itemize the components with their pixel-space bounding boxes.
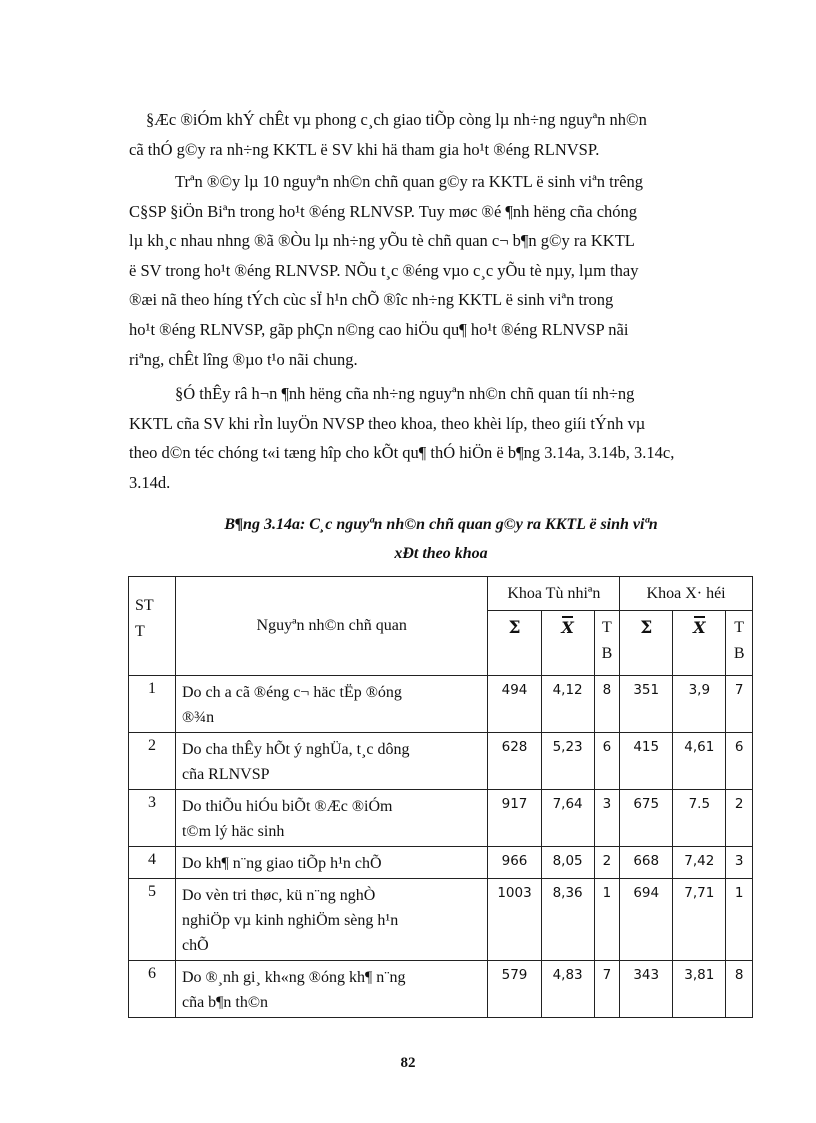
text-line: C§SP §iÖn Biªn trong ho¹t ®éng RLNVSP. Tuy møc ®é ¶nh hëng cña chóng (129, 201, 638, 221)
cell-tn-mean: 8,36 (541, 879, 594, 961)
header-sum (488, 611, 541, 676)
header-mean (673, 611, 726, 676)
text-line: 3.14d. (129, 472, 171, 492)
cell-tn-sum: 966 (488, 847, 541, 879)
table-row (129, 961, 753, 1018)
cell-xh-rank: 8 (726, 961, 753, 1018)
text-line: theo d©n téc chóng t«i tæng hîp cho kÕt qu¶ thÓ hiÖn ë b¶ng 3.14a, 3.14b, 3.14c, (129, 443, 675, 463)
table-row (129, 879, 753, 961)
cell-xh-mean: 7,42 (673, 847, 726, 879)
text-line: KKTL cña SV khi rÌn luyÖn NVSP theo khoa, theo khèi líp, theo giíi tÝnh vµ (129, 413, 646, 433)
cell-xh-sum: 675 (620, 790, 673, 847)
cell-xh-sum: 668 (620, 847, 673, 879)
caption-line-2: xÐt theo khoa (394, 545, 488, 562)
header-stt: ST T (129, 577, 176, 676)
cell-tn-sum: 579 (488, 961, 541, 1018)
row-cause: Do cha thÊy hÕt ý nghÜa, t¸c dông cña RLNVSP (175, 733, 487, 790)
text-line: riªng, chÊt lîng ®µo t¹o nãi chung. (129, 349, 358, 369)
cell-xh-sum: 343 (620, 961, 673, 1018)
cell-xh-mean: 3,81 (673, 961, 726, 1018)
text-line: ®æi nã theo híng tÝch cùc sÏ h¹n chÕ ®îc nh÷ng KKTL ë sinh viªn trong (129, 290, 614, 310)
cell-tn-mean: 8,05 (541, 847, 594, 879)
table-row (129, 790, 753, 847)
header-sum (620, 611, 673, 676)
row-stt: 2 (129, 733, 176, 790)
cell-tn-rank: 2 (594, 847, 620, 879)
header-rank: T B (594, 611, 620, 676)
row-cause: Do vèn tri thøc, kü n¨ng nghÒ nghiÖp vµ kinh nghiÖm sèng h¹n chÕ (175, 879, 487, 961)
paragraph-3 (129, 379, 731, 497)
row-cause: Do thiÕu hiÓu biÕt ®Æc ®iÓm t©m lý häc sinh (175, 790, 487, 847)
text-line: ho¹t ®éng RLNVSP, gãp phÇn n©ng cao hiÖu qu¶ ho¹t ®éng RLNVSP nãi (129, 319, 629, 339)
cell-xh-rank: 7 (726, 676, 753, 733)
page-number: 82 (400, 1055, 416, 1071)
x-bar-symbol: X (561, 615, 573, 641)
cell-xh-sum: 415 (620, 733, 673, 790)
table-row (129, 733, 753, 790)
row-stt: 6 (129, 961, 176, 1018)
header-khoa-xa-hoi: Khoa X· héi (620, 577, 753, 611)
cell-tn-sum: 628 (488, 733, 541, 790)
header-khoa-tu-nhien: Khoa Tù nhiªn (488, 577, 620, 611)
cell-tn-rank: 1 (594, 879, 620, 961)
cell-xh-mean: 3,9 (673, 676, 726, 733)
cell-tn-sum: 917 (488, 790, 541, 847)
row-stt: 4 (129, 847, 176, 879)
cell-xh-sum: 351 (620, 676, 673, 733)
cell-tn-rank: 8 (594, 676, 620, 733)
text-line: lµ kh¸c nhau nhng ®ã ®Òu lµ nh÷ng yÕu tè chñ quan c¬ b¶n g©y ra KKTL (129, 231, 635, 251)
text-line: §Æc ®iÓm khÝ chÊt vµ phong c¸ch giao tiÕp còng lµ nh÷ng nguyªn nh©n (146, 110, 647, 129)
causes-table (128, 576, 753, 1018)
cell-xh-sum: 694 (620, 879, 673, 961)
cell-tn-rank: 3 (594, 790, 620, 847)
row-stt: 5 (129, 879, 176, 961)
cell-xh-mean: 4,61 (673, 733, 726, 790)
cell-tn-mean: 4,12 (541, 676, 594, 733)
row-stt: 1 (129, 676, 176, 733)
cell-tn-sum: 1003 (488, 879, 541, 961)
header-rank: T B (726, 611, 753, 676)
row-cause: Do ®¸nh gi¸ kh«ng ®óng kh¶ n¨ng cña b¶n th©n (175, 961, 487, 1018)
row-cause: Do kh¶ n¨ng giao tiÕp h¹n chÕ (175, 847, 487, 879)
sigma-symbol: Σ (640, 618, 653, 638)
cell-xh-mean: 7,71 (673, 879, 726, 961)
cell-tn-mean: 4,83 (541, 961, 594, 1018)
text-line: §Ó thÊy râ h¬n ¶nh hëng cña nh÷ng nguyªn nh©n chñ quan tíi nh÷ng (175, 384, 635, 403)
caption-line-1: B¶ng 3.14a: C¸c nguyªn nh©n chñ quan g©y ra KKTL ë sinh viªn (224, 516, 658, 533)
x-bar-symbol: X (693, 615, 705, 641)
table-header-row (129, 577, 753, 611)
text-line: ë SV trong ho¹t ®éng RLNVSP. NÕu t¸c ®éng vµo c¸c yÕu tè nµy, lµm thay (129, 260, 639, 280)
row-stt: 3 (129, 790, 176, 847)
cell-xh-rank: 2 (726, 790, 753, 847)
table-row (129, 676, 753, 733)
row-cause: Do ch a cã ®éng c¬ häc tËp ®óng ®¾n (175, 676, 487, 733)
text-line: cã thÓ g©y ra nh÷ng KKTL ë SV khi hä tham gia ho¹t ®éng RLNVSP. (129, 139, 600, 159)
table-caption (129, 510, 753, 568)
header-mean (541, 611, 594, 676)
cell-xh-rank: 6 (726, 733, 753, 790)
text-line: Trªn ®©y lµ 10 nguyªn nh©n chñ quan g©y ra KKTL ë sinh viªn trêng (175, 172, 644, 191)
cell-tn-sum: 494 (488, 676, 541, 733)
cell-xh-rank: 3 (726, 847, 753, 879)
cell-tn-rank: 6 (594, 733, 620, 790)
table-row (129, 847, 753, 879)
cell-tn-mean: 5,23 (541, 733, 594, 790)
cell-tn-mean: 7,64 (541, 790, 594, 847)
sigma-symbol: Σ (508, 618, 521, 638)
cell-xh-rank: 1 (726, 879, 753, 961)
paragraph-1 (129, 105, 731, 164)
cell-tn-rank: 7 (594, 961, 620, 1018)
paragraph-2 (129, 167, 731, 374)
cell-xh-mean: 7.5 (673, 790, 726, 847)
header-cause: Nguyªn nh©n chñ quan (175, 577, 487, 676)
